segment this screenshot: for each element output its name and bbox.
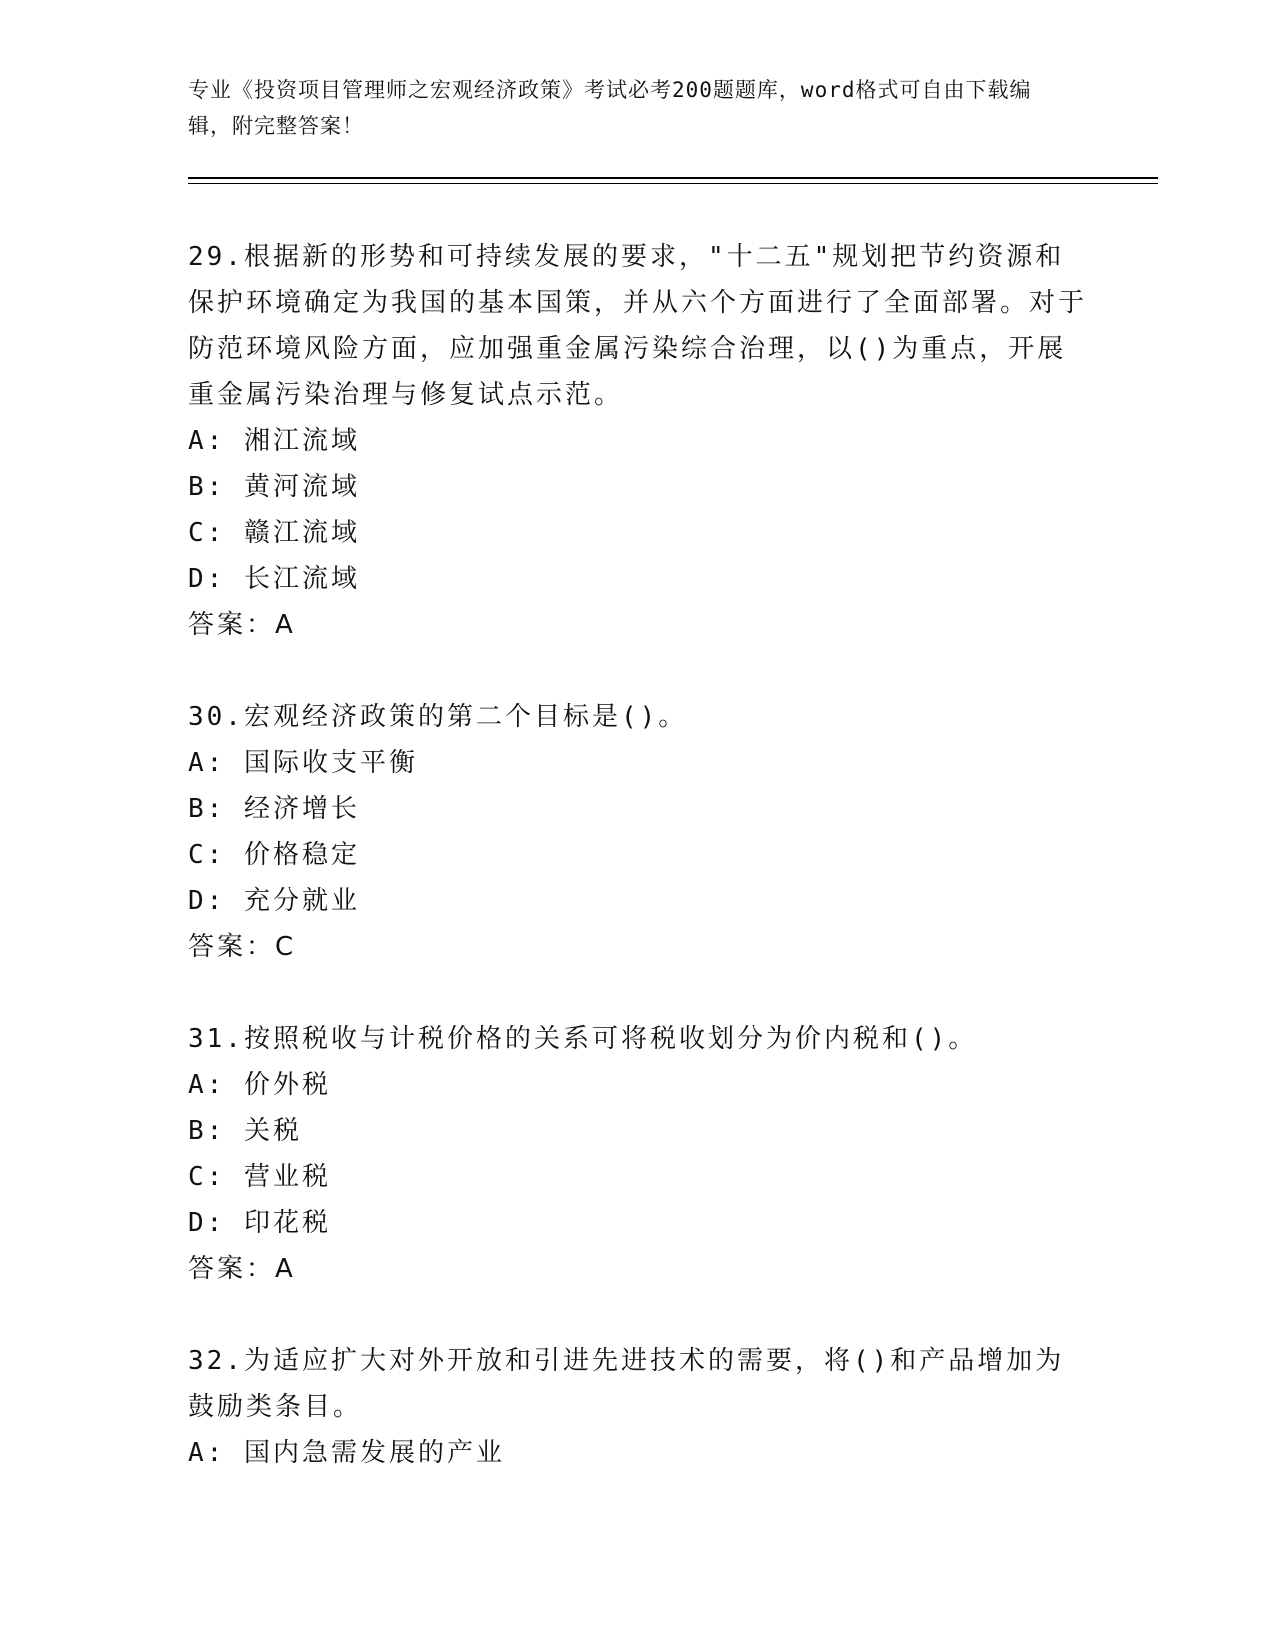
option-a: A: 国际收支平衡 [188,748,418,778]
option-a: A: 湘江流域 [188,426,360,456]
option-a: A: 价外税 [188,1070,331,1100]
header-rule-thin [188,183,1158,184]
option-a: A: 国内急需发展的产业 [188,1438,505,1468]
answer-line: 答案：C [188,932,297,962]
option-d: D: 印花税 [188,1208,331,1238]
question-text: 32.为适应扩大对外开放和引进先进技术的需要，将()和产品增加为鼓励类条目。 [188,1346,1065,1422]
question-text: 31.按照税收与计税价格的关系可将税收划分为价内税和()。 [188,1024,978,1054]
option-c: C: 营业税 [188,1162,331,1192]
option-b: B: 经济增长 [188,794,360,824]
answer-line: 答案：A [188,610,296,640]
header-rule-thick [188,177,1158,179]
question-text: 30.宏观经济政策的第二个目标是()。 [188,702,688,732]
option-c: C: 价格稳定 [188,840,360,870]
option-d: D: 充分就业 [188,886,360,916]
question-29 [188,234,1088,648]
option-b: B: 黄河流域 [188,472,360,502]
document-header: 专业《投资项目管理师之宏观经济政策》考试必考200题题库，word格式可自由下载编辑，附完整答案！ [188,78,1032,138]
option-b: B: 关税 [188,1116,302,1146]
question-31 [188,1016,1088,1292]
answer-line: 答案：A [188,1254,296,1284]
question-30 [188,694,1088,970]
option-c: C: 赣江流域 [188,518,360,548]
question-list [188,234,1088,1522]
option-d: D: 长江流域 [188,564,360,594]
question-32 [188,1338,1088,1476]
question-text: 29.根据新的形势和可持续发展的要求，"十二五"规划把节约资源和保护环境确定为我国的基本国策，并从六个方面进行了全面部署。对于防范环境风险方面，应加强重金属污染综合治理，以()为重点，开展重金属污染治理与修复试点示范。 [188,242,1088,410]
